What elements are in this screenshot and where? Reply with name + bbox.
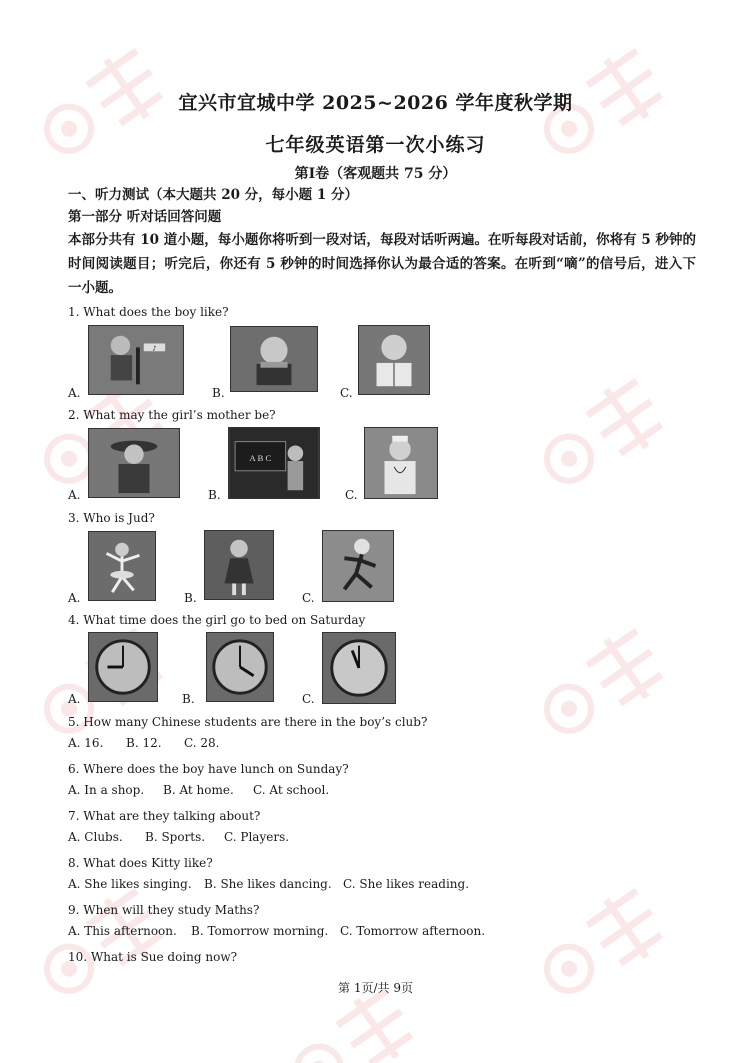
svg-text:♪: ♪ (152, 344, 157, 353)
picture-2a-farmer (88, 428, 180, 498)
option-7a[interactable]: A. Clubs. (68, 830, 123, 844)
option-9b[interactable]: B. Tomorrow morning. (191, 924, 329, 938)
options-6 (68, 783, 329, 797)
option-2b[interactable]: B. (208, 488, 221, 502)
picture-3b-girl-standing (204, 530, 274, 600)
question-3: 3. Who is Jud? (68, 511, 155, 525)
option-2a[interactable]: A. (68, 488, 81, 502)
option-6c[interactable]: C. At school. (253, 783, 330, 797)
picture-2c-doctor (364, 427, 438, 499)
option-1a[interactable]: A. (68, 386, 81, 400)
option-8c[interactable]: C. She likes reading. (343, 877, 470, 891)
page-number: 第 1页/共 9页 (338, 981, 413, 995)
question-9: 9. When will they study Maths? (68, 903, 260, 917)
exam-title: 宜兴市宜城中学 2025~2026 学年度秋学期 (178, 92, 573, 114)
picture-3c-girl-running (322, 530, 394, 602)
question-10: 10. What is Sue doing now? (68, 950, 238, 964)
picture-2b-teacher (228, 427, 320, 499)
section-title: 一、听力测试（本大题共 20 分，每小题 1 分） (68, 187, 358, 203)
option-6a[interactable]: A. In a shop. (68, 783, 145, 797)
option-5b[interactable]: B. 12. (126, 736, 162, 750)
options-5 (68, 736, 219, 750)
question-1: 1. What does the boy like? (68, 305, 229, 319)
option-7b[interactable]: B. Sports. (145, 830, 206, 844)
part-title: 第一部分 听对话回答问题 (68, 209, 222, 225)
options-9 (68, 924, 485, 938)
option-9a[interactable]: A. This afternoon. (68, 924, 177, 938)
option-1b[interactable]: B. (212, 386, 225, 400)
volume-heading: 第Ⅰ卷（客观题共 75 分） (294, 166, 457, 182)
option-4c[interactable]: C. (302, 692, 315, 706)
exam-subtitle: 七年级英语第一次小练习 (265, 134, 486, 156)
picture-4c-clock (322, 632, 396, 704)
option-4b[interactable]: B. (182, 692, 195, 706)
picture-1a-boy-guitar (88, 325, 184, 395)
question-5: 5. How many Chinese students are there in the boy’s club? (68, 715, 428, 729)
option-2c[interactable]: C. (345, 488, 358, 502)
picture-4a-clock (88, 632, 158, 702)
option-8b[interactable]: B. She likes dancing. (204, 877, 332, 891)
option-5c[interactable]: C. 28. (184, 736, 220, 750)
watermark-logo (520, 370, 700, 490)
options-7 (68, 830, 289, 844)
option-5a[interactable]: A. 16. (68, 736, 104, 750)
options-8 (68, 877, 469, 891)
question-4: 4. What time does the girl go to bed on Saturday (68, 613, 366, 627)
option-3a[interactable]: A. (68, 591, 81, 605)
question-2: 2. What may the girl’s mother be? (68, 408, 276, 422)
question-8: 8. What does Kitty like? (68, 856, 213, 870)
instructions: 本部分共有 10 道小题，每小题你将听到一段对话，每段对话听两遍。在听每段对话前，你将有 5 秒钟的时间阅读题目；听完后，你还有 5 秒钟的时间选择你认为最合适的答案。在听到“嘀”的信号后，进入下一小题。 (68, 232, 696, 296)
option-3c[interactable]: C. (302, 591, 315, 605)
watermark-logo (520, 620, 700, 740)
picture-4b-clock (206, 632, 274, 702)
option-8a[interactable]: A. She likes singing. (68, 877, 192, 891)
question-7: 7. What are they talking about? (68, 809, 261, 823)
option-6b[interactable]: B. At home. (163, 783, 234, 797)
option-1c[interactable]: C. (340, 386, 353, 400)
option-4a[interactable]: A. (68, 692, 81, 706)
picture-1b-boy-scarf (230, 326, 318, 392)
picture-3a-girl-dancing (88, 531, 156, 601)
blackboard-text: A B C (249, 453, 272, 464)
option-9c[interactable]: C. Tomorrow afternoon. (340, 924, 486, 938)
picture-1c-boy-reading (358, 325, 430, 395)
question-6: 6. Where does the boy have lunch on Sunday? (68, 762, 349, 776)
option-3b[interactable]: B. (184, 591, 197, 605)
option-7c[interactable]: C. Players. (224, 830, 290, 844)
